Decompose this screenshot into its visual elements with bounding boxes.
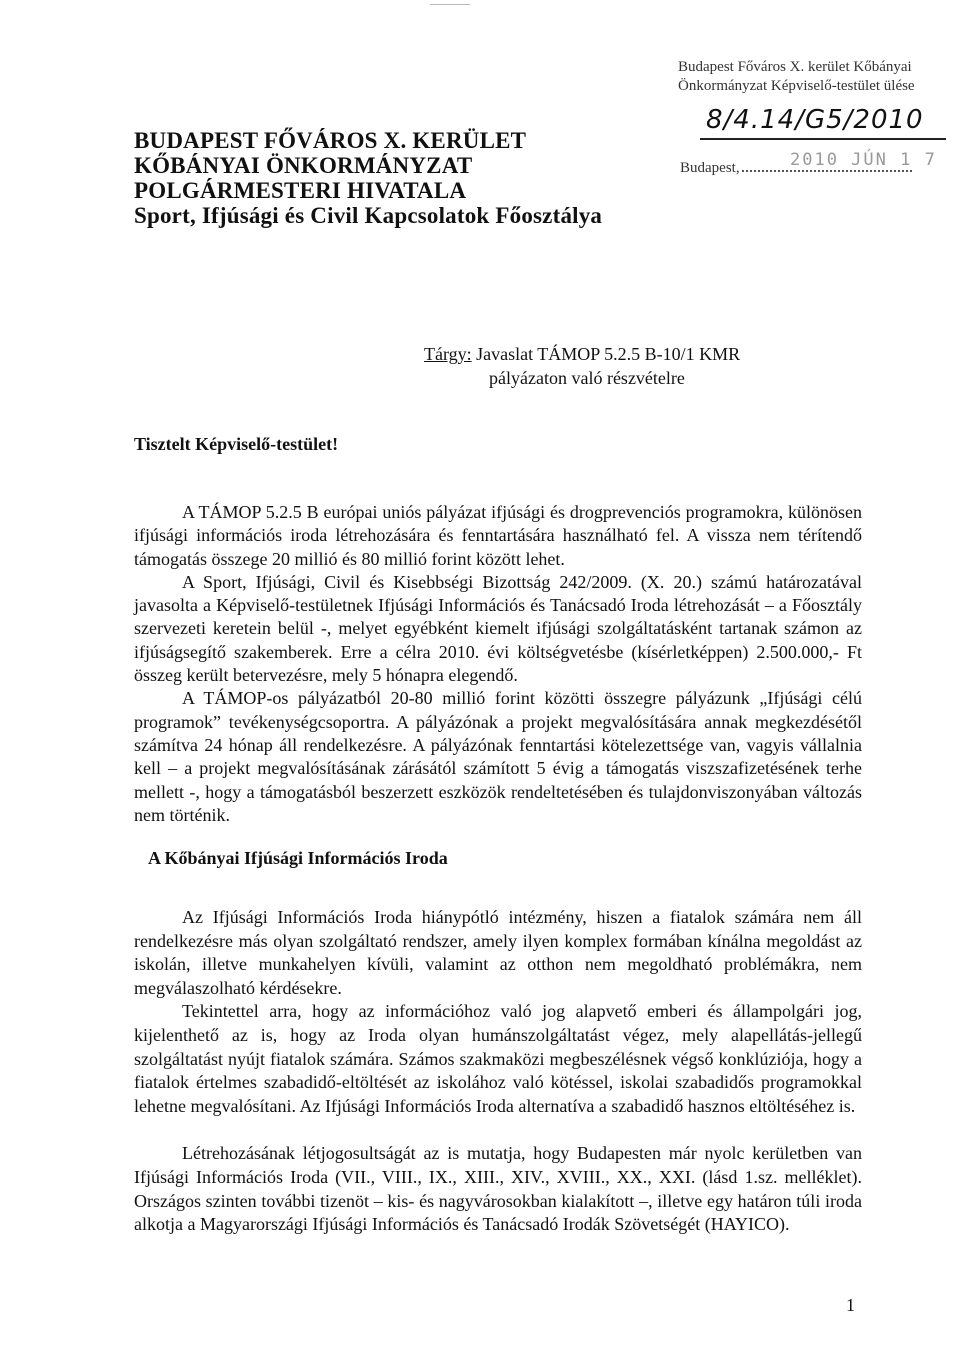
stamp-line-1: Budapest Főváros X. kerület Kőbányai	[678, 59, 912, 75]
letterhead	[134, 128, 602, 228]
letterhead-line-1: BUDAPEST FŐVÁROS X. KERÜLET	[134, 128, 527, 153]
subject-block	[424, 342, 740, 390]
letterhead-line-4: Sport, Ifjúsági és Civil Kapcsolatok Főosztálya	[134, 203, 603, 228]
paragraph: A TÁMOP 5.2.5 B európai uniós pályázat ifjúsági és drogprevenciós programokra, különösen ifjúsági információs iroda létrehozására és fenntartására használható fel. A vissza nem térítendő támogatás összege 20 millió és 80 millió forint között lehet.	[134, 502, 862, 569]
letterhead-line-3: POLGÁRMESTERI HIVATALA	[134, 178, 467, 203]
registration-underline	[700, 138, 946, 140]
subject-line-2: pályázaton való részvételre	[489, 368, 685, 388]
handwritten-registration-number: 8/4.14/G5/2010	[706, 105, 924, 135]
subject-line-1: Javaslat TÁMOP 5.2.5 B-10/1 KMR	[476, 344, 741, 364]
paragraph: Az Ifjúsági Információs Iroda hiánypótló intézmény, hiszen a fiatalok számára nem áll rendelkezésre más olyan szolgáltató rendszer, amely ilyen komplex formában kínálna megoldást az iskolán, illetve munkahelyen kívüli, valamint az otthon nem megoldható problémákra, nem megválaszolható kérdésekre.	[134, 907, 862, 998]
section-text	[134, 906, 862, 1237]
subject-label: Tárgy:	[424, 344, 472, 364]
salutation: Tisztelt Képviselő-testület!	[134, 434, 339, 454]
paragraph: A Sport, Ifjúsági, Civil és Kisebbségi Bizottság 242/2009. (X. 20.) számú határozatával javasolta a Képviselő-testületnek Ifjúsági Információs és Tanácsadó Iroda létrehozását – a Főosztály szervezeti keretein belül -, melyet egyébként kiemelt ifjúsági szolgáltatásként tartanak számon az ifjúságsegítő szakemberek. Erre a célra 2010. évi költségvetésbe (kísérletképpen) 2.500.000,- Ft összeg került betervezésre, mely 5 hónapra elegendő.	[134, 571, 862, 686]
received-stamp	[678, 58, 940, 96]
paragraph: A TÁMOP-os pályázatból 20-80 millió forint közötti összegre pályázunk „Ifjúsági célú programok” tevékenységcsoportra. A pályázónak a projekt megvalósítására annak megkezdésétől számítva 24 hónap áll rendelkezésre. A pályázónak fenntartási kötelezettsége van, vagyis vállalnia kell – a projekt megvalósításának zárásától számított 5 évig a támogatás viszszafizetésének terhe mellett -, hogy a támogatásból beszerzett eszközök rendeltetésében és tulajdonviszonyában változás nem történik.	[134, 688, 862, 825]
paragraph: Létrehozásának létjogosultságát az is mutatja, hogy Budapesten már nyolc kerületben van Ifjúsági Információs Iroda (VII., VIII., IX., XIII., XIV., XVIII., XX., XXI. (lásd 1.sz. melléklet). Országos szinten további tizenöt – kis- és nagyvárosokban kialakított –, illetve egy határon túli iroda alkotja a Magyarországi Ifjúsági Információs és Tanácsadó Irodák Szövetségét (HAYICO).	[134, 1143, 862, 1235]
scan-edge-line	[430, 4, 470, 5]
paragraph: Tekintettel arra, hogy az információhoz való jog alapvető emberi és állampolgári jog, kijelenthető az is, hogy az Iroda olyan humánszolgáltatást végez, mely alapellátás-jellegű szolgáltatást nyújt fiatalok számára. Számos szakmaközi megbeszélésnek végső konklúziója, hogy a fiatalok értelmes szabadidő-eltöltését az iskolához való kötéssel, iskolai szabadidős programokkal lehetne megvalósítani. Az Ifjúsági Információs Iroda alternatíva a szabadidő hasznos eltöltéséhez is.	[134, 1001, 862, 1116]
letterhead-line-2: KŐBÁNYAI ÖNKORMÁNYZAT	[134, 153, 473, 178]
stamp-line-2: Önkormányzat Képviselő-testület ülése	[678, 78, 915, 94]
section-title: A Kőbányai Ifjúsági Információs Iroda	[148, 848, 448, 868]
stamp-place-label: Budapest,	[680, 160, 740, 176]
intro-text	[134, 501, 862, 827]
page-number: 1	[846, 1295, 855, 1315]
date-stamp: 2010 JÚN 1 7	[790, 150, 937, 170]
